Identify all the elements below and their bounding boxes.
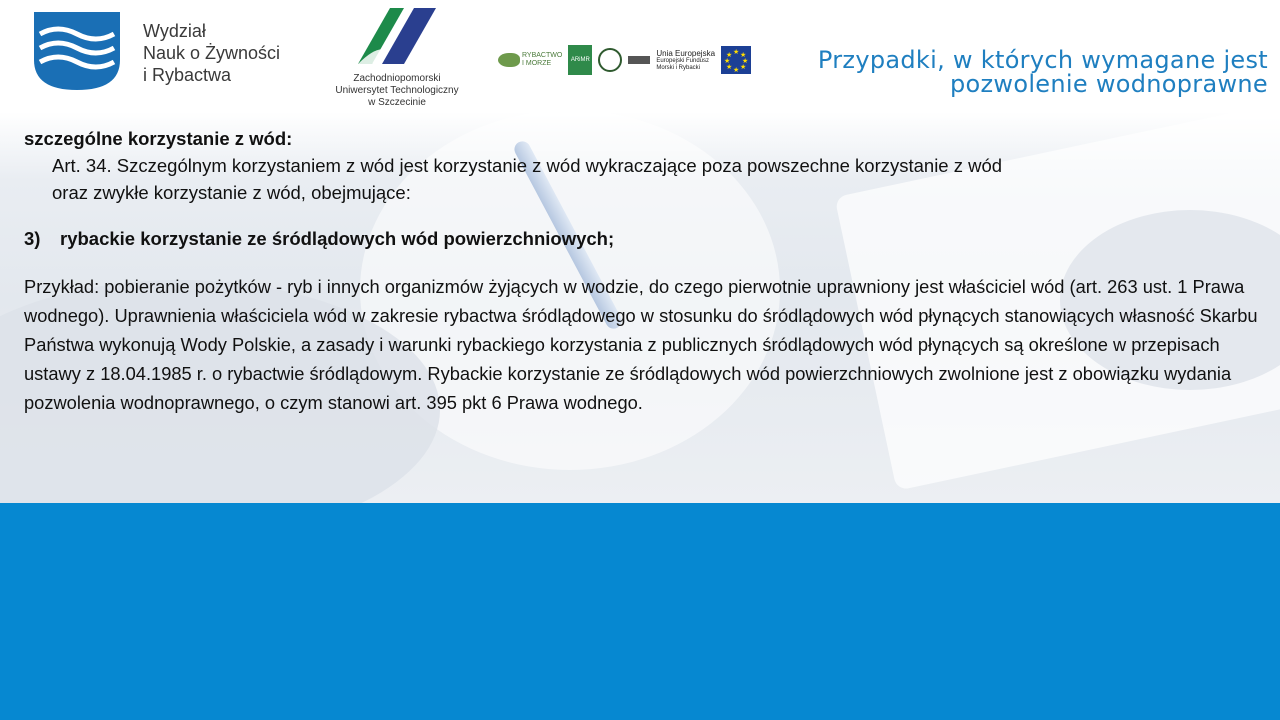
eu-subtitle: Europejski Fundusz	[656, 57, 710, 64]
eu-subtitle: Morski i Rybacki	[656, 64, 701, 71]
article-text: Art. 34. Szczególnym korzystaniem z wód jest korzystanie z wód wykraczające poza powszechne korzystanie z wód oraz zwykłe korzystanie z wód, obejmujące:	[52, 155, 1003, 203]
fund-bar-icon	[628, 56, 650, 64]
rybactwo-text: RYBACTWO	[522, 52, 563, 59]
university-name-line: Zachodniopomorski	[353, 73, 441, 84]
rybactwo-text: I MORZE	[522, 60, 552, 67]
fund-circle-icon	[598, 48, 622, 72]
university-name	[318, 73, 476, 109]
university-name-line: Uniwersytet Technologiczny	[335, 85, 459, 96]
list-item-number: 3)	[24, 228, 41, 249]
university-name-line: w Szczecinie	[368, 97, 426, 108]
list-item-text: rybackie korzystanie ze śródlądowych wód powierzchniowych;	[60, 228, 615, 249]
fish-icon	[498, 53, 520, 67]
faculty-name-line: Wydział	[143, 21, 206, 41]
example-paragraph: Przykład: pobieranie pożytków - ryb i innych organizmów żyjących w wodzie, do czego pierwotnie uprawniony jest właściciel wód (art. 263 ust. 1 Prawa wodnego). Uprawnienia właściciela wód w zakresie rybactwa śródlądowego w stosunku do śródlądowych wód płynących stanowiących własność Skarbu Państwa wykonują Wody Polskie, a zasady i warunki rybackiego korzystania z publicznych śródlądowych wód płynących są określone w przepisach ustawy z 18.04.1985 r. o rybactwie śródlądowym. Rybackie korzystanie ze śródlądowych wód powierzchniowych zwolnione jest z obowiązku wydania pozwolenia wodnoprawnego, o czym stanowi art. 395 pkt 6 Prawa wodnego.	[24, 276, 1258, 413]
faculty-logo	[34, 12, 120, 90]
eu-text	[656, 49, 715, 72]
faculty-name-line: Nauk o Żywności	[143, 43, 281, 63]
faculty-name	[143, 20, 280, 86]
list-item	[24, 226, 1280, 252]
bottom-blue-band	[0, 503, 1280, 720]
partner-logos	[498, 44, 751, 76]
slide-title	[818, 48, 1268, 96]
slide-title-line: pozwolenie wodnoprawne	[950, 70, 1268, 98]
faculty-name-line: i Rybactwa	[143, 65, 232, 85]
rybactwo-logo	[498, 52, 562, 68]
university-logo	[356, 6, 438, 66]
eu-flag-icon: ★ ★ ★ ★ ★ ★ ★ ★	[721, 46, 751, 74]
section-heading: szczególne korzystanie z wód:	[24, 128, 293, 149]
eu-title: Unia Europejska	[656, 48, 716, 58]
slide-title-line: Przypadki, w których wymagane jest	[817, 46, 1268, 74]
arimr-logo: ARiMR	[568, 45, 592, 75]
slide-content	[24, 126, 1280, 417]
